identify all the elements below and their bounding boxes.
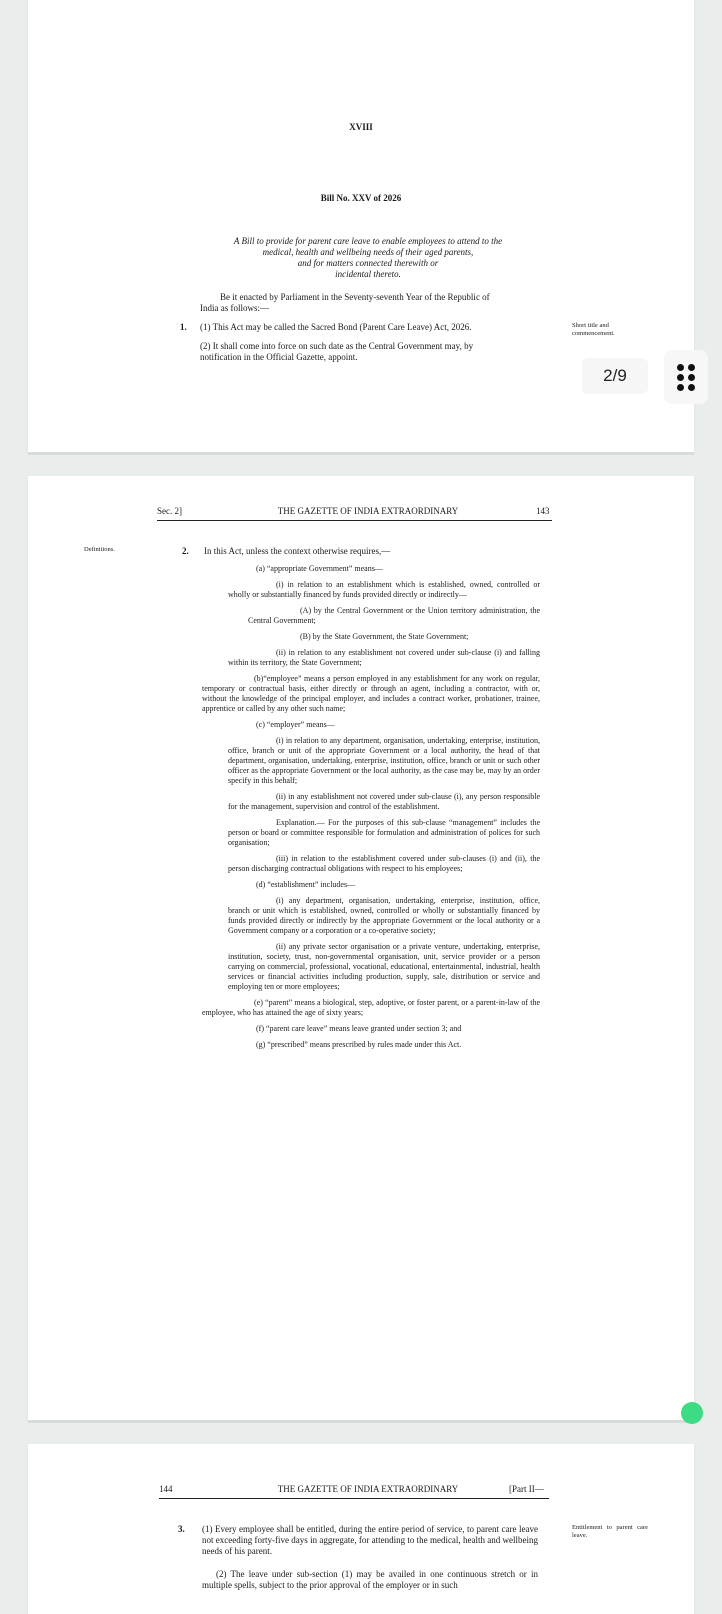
clause-c-i: (i) in relation to any department, organisation, undertaking, enterprise, institution, office, branch or unit of the appropriate Government or a local authority, the head of that department, organisation, undertaking, enterprise, institution, office, branch or unit or such other officer as the appropriate Government or the local authority, as the case may be, may by an order specify in this behalf; — [228, 736, 540, 785]
part-reference: [Part II— — [509, 1484, 544, 1494]
clause-b: (b)“employee” means a person employed in any establishment for any work on regular, temporary or contractual basis, either directly or through an agent, including a contractor, with or, without the knowledge of the principal employer, and includes a contract worker, probationer, trainee, apprentice or called by any other such name; — [202, 674, 540, 713]
clause-d-ii: (ii) any private sector organisation or a private venture, undertaking, enterprise, institution, society, trust, non-governmental organisation, unit, service provider or a person carrying on commercial, professional, vocational, educational, entertainmental, industrial, health services or financial activities including production, supply, sale, distribution or service and employing ten or more employees; — [228, 942, 540, 991]
clause-a-head: (a) “appropriate Government” means— — [256, 564, 383, 573]
gazette-header: THE GAZETTE OF INDIA EXTRAORDINARY — [277, 1484, 459, 1494]
more-options-icon[interactable] — [664, 350, 708, 404]
clause-e: (e) “parent” means a biological, step, adoptive, or foster parent, or a parent-in-law of the employee, who has attained the age of sixty years; — [202, 998, 540, 1017]
page-divider — [28, 1420, 694, 1423]
dot — [677, 374, 684, 381]
long-title-line: and for matters connected therewith or — [297, 258, 439, 268]
page-number: 143 — [536, 506, 550, 516]
definitions-body — [202, 564, 540, 1050]
long-title-line: A Bill to provide for parent care leave to enable employees to attend to the — [233, 236, 503, 246]
dot — [677, 364, 684, 371]
clause-c-head: (c) “employer” means— — [256, 720, 335, 729]
section-3-1: (1) Every employee shall be entitled, during the entire period of service, to parent care leave not exceeding forty-five days in aggregate, for attending to the medical, health and wellbeing needs of his parent. — [202, 1524, 538, 1556]
long-title-line: medical, health and wellbeing needs of their aged parents, — [262, 247, 474, 257]
part-heading: XVIII — [349, 122, 373, 132]
clause-g: (g) “prescribed” means prescribed by rules made under this Act. — [256, 1040, 462, 1049]
page-number: 144 — [159, 1484, 173, 1494]
clause-a-ii: (ii) in relation to any establishment not covered under sub-clause (i) and falling within its territory, the State Government; — [228, 648, 540, 667]
clause-d-i: (i) any department, organisation, undertaking, enterprise, institution, office, branch or unit which is established, owned, controlled or wholly or substantially financed by funds provided directly or indirectly by the appropriate Government or the local authority or a Government company or a corporation or a co-operative society; — [228, 896, 540, 935]
status-dot — [681, 1402, 703, 1424]
margin-note-line: commencement. — [572, 329, 615, 337]
margin-note-entitlement: Entitlement to parent care leave. — [572, 1524, 648, 1539]
section-reference: Sec. 2] — [157, 506, 182, 516]
header-rule — [157, 520, 552, 521]
section-1-2 — [200, 341, 570, 363]
clause-f: (f) “parent care leave” means leave granted under section 3; and — [256, 1024, 462, 1033]
clause-a-B: (B) by the State Government, the State Government; — [300, 632, 469, 641]
clause-a-A: (A) by the Central Government or the Union territory administration, the Central Government; — [248, 606, 540, 625]
bill-number: Bill No. XXV of 2026 — [320, 193, 402, 203]
section-3-number: 3. — [178, 1524, 185, 1534]
section-3-2: (2) The leave under sub-section (1) may be availed in one continuous stretch or in multiple spells, subject to the prior approval of the employer or in such — [202, 1569, 538, 1590]
section-1-2-line: (2) It shall come into force on such date as the Central Government may, by — [200, 341, 474, 351]
dot — [688, 374, 695, 381]
dot — [688, 364, 695, 371]
clause-c-ii: (ii) in any establishment not covered under sub-clause (i), any person responsible for the management, supervision and control of the establishment. — [228, 792, 540, 811]
enacting-line: Be it enacted by Parliament in the Seventy-seventh Year of the Republic of — [220, 292, 490, 302]
long-title-line: incidental thereto. — [335, 269, 401, 279]
dot — [677, 384, 684, 391]
long-title — [188, 236, 548, 280]
document-page-2 — [28, 476, 694, 1420]
section-2-number: 2. — [182, 546, 189, 556]
section-1-number: 1. — [180, 322, 187, 332]
page-divider — [28, 452, 694, 455]
clause-d-head: (d) “establishment” includes— — [256, 880, 356, 889]
margin-note-short-title — [572, 322, 652, 337]
section-1-2-line: notification in the Official Gazette, appoint. — [200, 352, 358, 362]
section-1-text: (1) This Act may be called the Sacred Bond (Parent Care Leave) Act, 2026. — [200, 322, 472, 332]
header-rule — [159, 1498, 549, 1499]
margin-note-definitions: Definitions. — [84, 546, 115, 553]
margin-note-line: Short title and — [572, 322, 609, 329]
page-indicator: 2/9 — [582, 358, 648, 394]
enacting-formula — [200, 292, 560, 314]
section-2-intro: In this Act, unless the context otherwise requires,— — [204, 546, 391, 556]
dot — [688, 384, 695, 391]
document-page-3 — [28, 1444, 694, 1614]
enacting-line: India as follows:— — [200, 303, 269, 313]
explanation: Explanation.— For the purposes of this sub-clause “management” includes the person or board or committee responsible for formulation and administration of polices for such organisation; — [228, 818, 540, 847]
gazette-header: THE GAZETTE OF INDIA EXTRAORDINARY — [277, 506, 459, 516]
clause-c-iii: (iii) in relation to the establishment covered under sub-clauses (i) and (ii), the person discharging contractual obligations with respect to his employees; — [228, 854, 540, 873]
clause-a-i: (i) in relation to an establishment which is established, owned, controlled or wholly or substantially financed by funds provided directly or indirectly— — [228, 580, 540, 599]
